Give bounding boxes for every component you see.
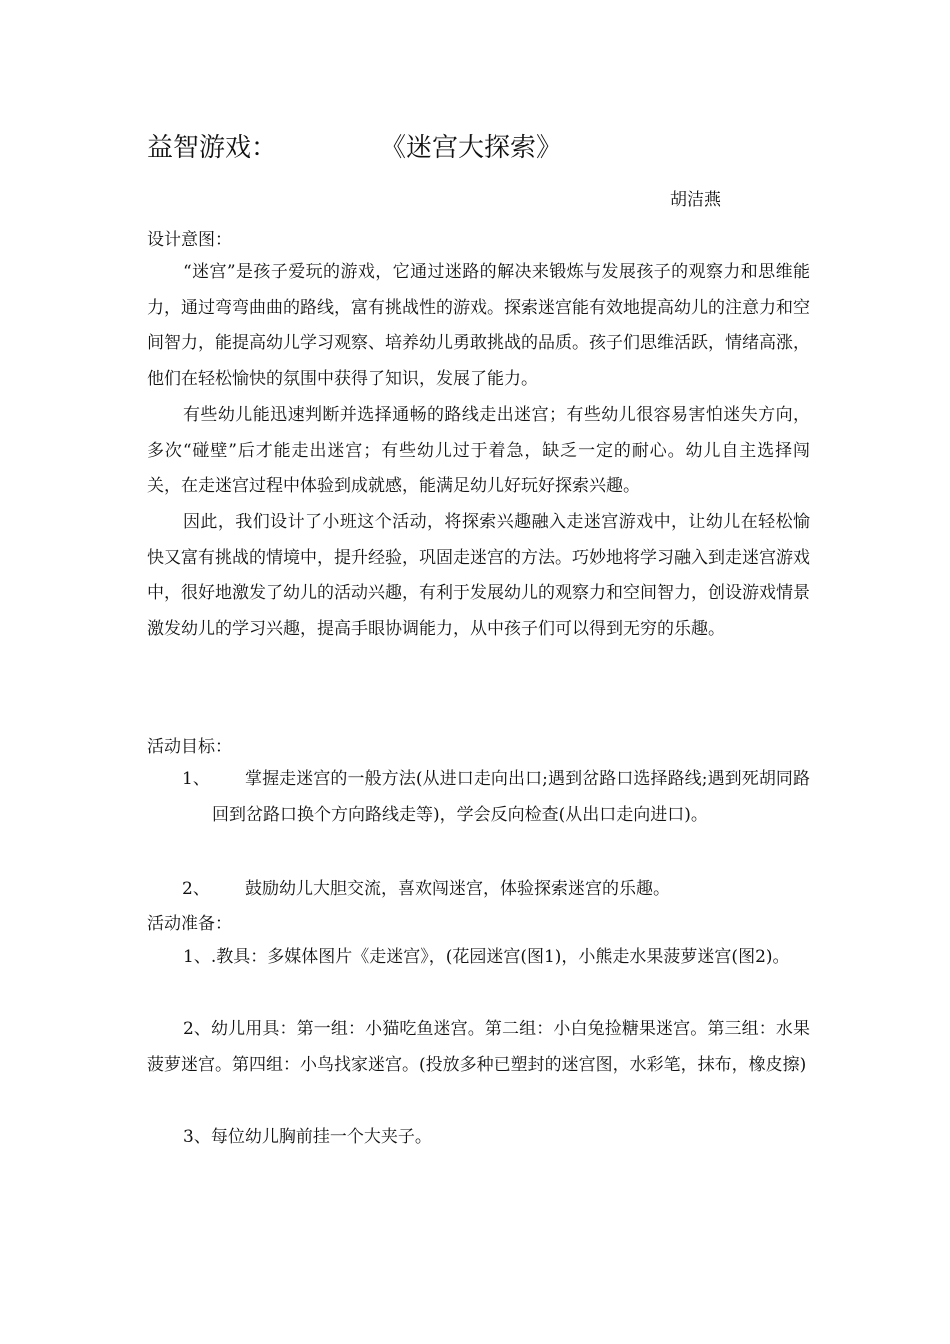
design-intent-paragraph-1: “迷宫”是孩子爱玩的游戏，它通过迷路的解决来锻炼与发展孩子的观察力和思维能力，通过弯弯曲曲的路线，富有挑战性的游戏。探索迷宫能有效地提高幼儿的注意力和空间智力，能提高幼儿学习观察、培养幼儿勇敢挑战的品质。孩子们思维活跃，情绪高涨，他们在轻松愉快的氛围中获得了知识，发展了能力。 [147,262,810,389]
design-intent-paragraph-2: 有些幼儿能迅速判断并选择通畅的路线走出迷宫；有些幼儿很容易害怕迷失方向，多次“碰壁”后才能走出迷宫；有些幼儿过于着急，缺乏一定的耐心。幼儿自主选择闯关，在走迷宫过程中体验到成就感，能满足幼儿好玩好探索兴趣。 [147,405,810,497]
design-intent-paragraph-3: 因此，我们设计了小班这个活动，将探索兴趣融入走迷宫游戏中，让幼儿在轻松愉快又富有挑战的情境中，提升经验，巩固走迷宫的方法。巧妙地将学习融入到走迷宫游戏中，很好地激发了幼儿的活动兴趣，有利于发展幼儿的观察力和空间智力，创设游戏情景激发幼儿的学习兴趣，提高手眼协调能力，从中孩子们可以得到无穷的乐趣。 [147,512,810,639]
goal-item-2 [182,872,810,908]
title-main: 《迷宫大探索》 [380,133,563,163]
preparation-label: 活动准备： [147,914,232,934]
goal-number: 2、 [182,879,210,899]
goal-item-1 [182,762,810,833]
goals-label: 活动目标： [147,737,232,757]
document-title [147,128,847,168]
author-name: 胡洁燕 [670,190,721,210]
preparation-item-1: 1、.教具：多媒体图片《走迷宫》，(花园迷宫(图1)，小熊走水果菠萝迷宫(图2)。 [183,947,790,967]
design-intent-label: 设计意图： [147,230,232,250]
goal-number: 1、 [182,769,210,789]
goal-text: 鼓励幼儿大胆交流，喜欢闯迷宫，体验探索迷宫的乐趣。 [245,879,670,899]
title-prefix: 益智游戏： [147,133,278,163]
preparation-item-3: 3、每位幼儿胸前挂一个大夹子。 [183,1127,432,1147]
preparation-item-2: 2、幼儿用具：第一组：小猫吃鱼迷宫。第二组：小白兔捡糖果迷宫。第三组：水果菠萝迷宫。第四组：小鸟找家迷宫。(投放多种已塑封的迷宫图，水彩笔，抹布，橡皮擦) [147,1019,810,1075]
goal-text: 掌握走迷宫的一般方法(从进口走向出口;遇到岔路口选择路线;遇到死胡同路回到岔路口换个方向路线走等)，学会反向检查(从出口走向进口)。 [212,769,810,825]
